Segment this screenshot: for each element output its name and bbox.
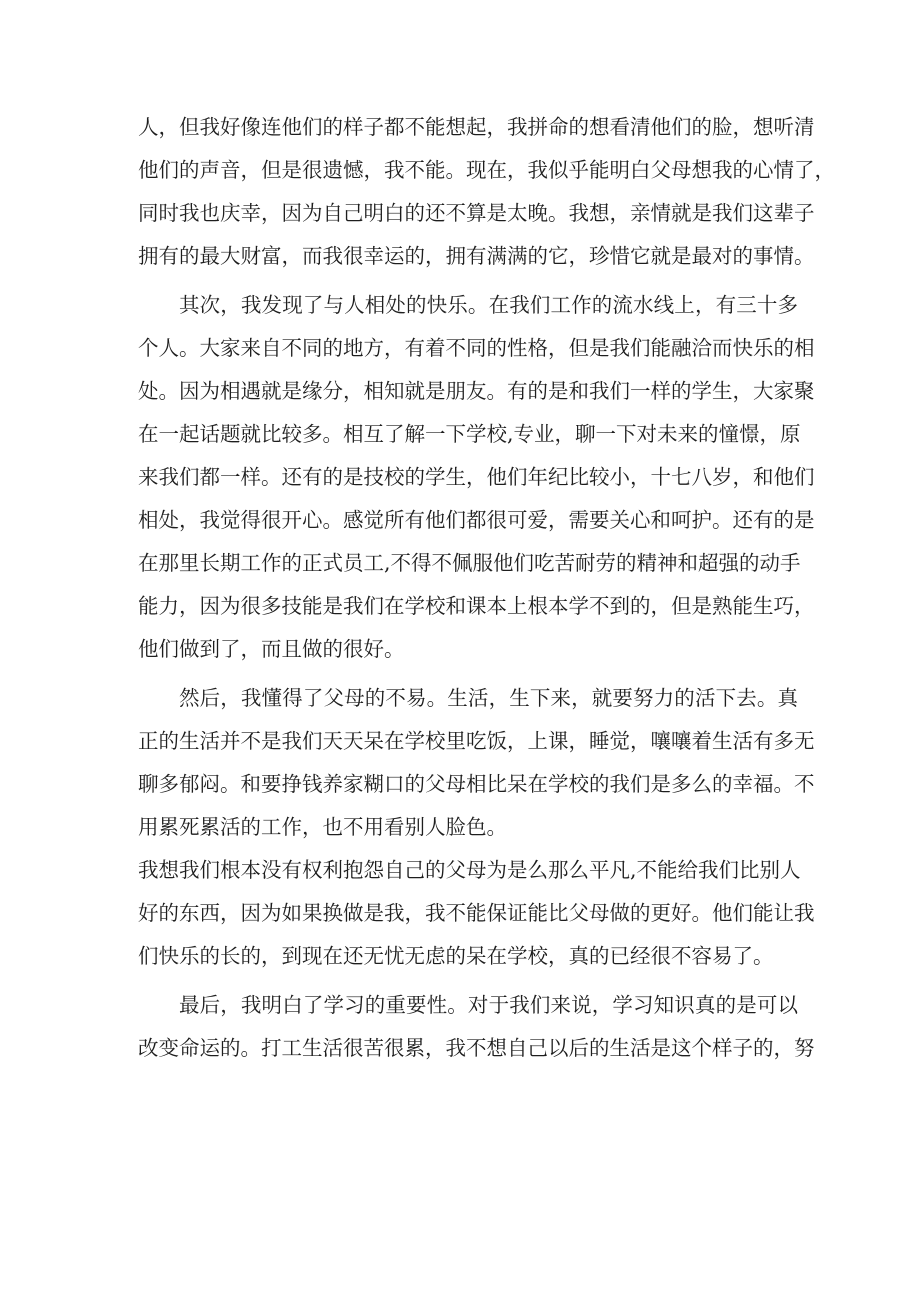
text-line-10: 相处，我觉得很开心。感觉所有他们都很可爱，需要关心和呵护。还有的是 <box>138 508 815 532</box>
paragraph-3-first-line: 然后，我懂得了父母的不易。生活，生下来，就要努力的活下去。真 <box>179 686 798 710</box>
text-line-16: 聊多郁闷。和要挣钱养家糊口的父母相比呆在学校的我们是多么的幸福。不 <box>138 772 815 796</box>
text-line-7: 处。因为相遇就是缘分，相知就是朋友。有的是和我们一样的学生，大家聚 <box>138 379 815 403</box>
paragraph-2-first-line: 其次，我发现了与人相处的快乐。在我们工作的流水线上，有三十多 <box>179 293 798 317</box>
text-line-17: 用累死累活的工作，也不用看别人脸色。 <box>138 815 507 839</box>
text-line-11: 在那里长期工作的正式员工,不得不佩服他们吃苦耐劳的精神和超强的动手 <box>138 551 801 575</box>
text-line-13: 他们做到了，而且做的很好。 <box>138 637 405 661</box>
text-line-6: 个人。大家来自不同的地方，有着不同的性格，但是我们能融洽而快乐的相 <box>138 336 815 360</box>
text-line-9: 来我们都一样。还有的是技校的学生，他们年纪比较小，十七八岁，和他们 <box>138 465 815 489</box>
text-line-1: 人，但我好像连他们的样子都不能想起，我拼命的想看清他们的脸，想听清 <box>138 115 815 139</box>
text-line-3: 同时我也庆幸，因为自己明白的还不算是太晚。我想，亲情就是我们这辈子 <box>138 201 815 225</box>
text-line-18: 我想我们根本没有权利抱怨自己的父母为是么那么平凡,不能给我们比别人 <box>138 858 801 882</box>
text-line-2: 他们的声音，但是很遗憾，我不能。现在，我似乎能明白父母想我的心情了， <box>138 158 835 182</box>
text-line-19: 好的东西，因为如果换做是我，我不能保证能比父母做的更好。他们能让我 <box>138 901 815 925</box>
text-line-22: 改变命运的。打工生活很苦很累，我不想自己以后的生活是这个样子的，努 <box>138 1036 815 1060</box>
text-line-15: 正的生活并不是我们天天呆在学校里吃饭，上课，睡觉，嚷嚷着生活有多无 <box>138 729 815 753</box>
text-line-20: 们快乐的长的，到现在还无忧无虑的呆在学校，真的已经很不容易了。 <box>138 944 774 968</box>
text-line-8: 在一起话题就比较多。相互了解一下学校,专业，聊一下对未来的憧憬，原 <box>138 422 801 446</box>
text-line-4: 拥有的最大财富，而我很幸运的，拥有满满的它，珍惜它就是最对的事情。 <box>138 244 815 268</box>
text-line-12: 能力，因为很多技能是我们在学校和课本上根本学不到的，但是熟能生巧， <box>138 594 815 618</box>
paragraph-5-first-line: 最后，我明白了学习的重要性。对于我们来说，学习知识真的是可以 <box>179 993 798 1017</box>
